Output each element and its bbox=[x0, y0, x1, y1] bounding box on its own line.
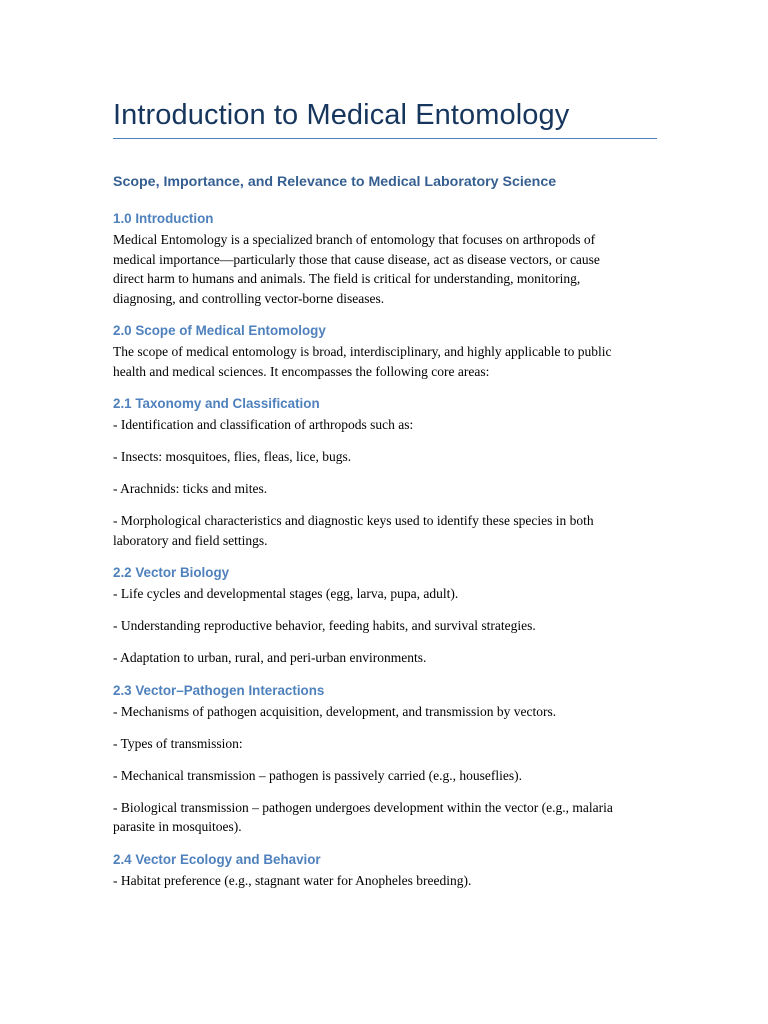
document-title: Introduction to Medical Entomology bbox=[113, 99, 570, 131]
paragraph bbox=[113, 342, 658, 381]
list-item: - Arachnids: ticks and mites. bbox=[113, 481, 268, 496]
paragraph-line: diagnosing, and controlling vector-borne diseases. bbox=[113, 290, 385, 306]
list-item: - Understanding reproductive behavior, feeding habits, and survival strategies. bbox=[113, 618, 536, 633]
paragraph bbox=[113, 230, 658, 308]
section-heading: 2.2 Vector Biology bbox=[113, 565, 230, 580]
document-content bbox=[113, 95, 658, 890]
section-heading: 1.0 Introduction bbox=[113, 211, 214, 226]
list-item: - Insects: mosquitoes, flies, fleas, lice, bugs. bbox=[113, 449, 352, 464]
list-item-line: parasite in mosquitoes). bbox=[113, 819, 242, 834]
section-vector-biology bbox=[113, 563, 658, 668]
document-subtitle: Scope, Importance, and Relevance to Medical Laboratory Science bbox=[113, 174, 557, 190]
section-heading: 2.3 Vector–Pathogen Interactions bbox=[113, 682, 325, 698]
list-item: - Mechanisms of pathogen acquisition, development, and transmission by vectors. bbox=[113, 703, 557, 719]
list-item-line: - Biological transmission – pathogen undergoes development within the vector (e.g., malaria bbox=[113, 799, 613, 815]
list-item: - Life cycles and developmental stages (egg, larva, pupa, adult). bbox=[113, 586, 459, 601]
list-item: - Adaptation to urban, rural, and peri-urban environments. bbox=[113, 650, 427, 665]
list-item: - Habitat preference (e.g., stagnant water for Anopheles breeding). bbox=[113, 872, 472, 888]
section-heading: 2.4 Vector Ecology and Behavior bbox=[113, 851, 321, 867]
paragraph-line: medical importance—particularly those that cause disease, act as disease vectors, or cause bbox=[113, 251, 600, 267]
paragraph-line: The scope of medical entomology is broad, interdisciplinary, and highly applicable to public bbox=[113, 344, 612, 359]
list-item: - Types of transmission: bbox=[113, 735, 243, 751]
list-item-line: - Morphological characteristics and diagnostic keys used to identify these species in both bbox=[113, 513, 594, 528]
title-divider bbox=[113, 138, 657, 139]
paragraph-line: direct harm to humans and animals. The field is critical for understanding, monitoring, bbox=[113, 271, 581, 286]
section-scope bbox=[113, 321, 658, 381]
section-vector-pathogen bbox=[113, 681, 658, 837]
list-item: - Mechanical transmission – pathogen is passively carried (e.g., houseflies). bbox=[113, 767, 523, 783]
paragraph-line: health and medical sciences. It encompasses the following core areas: bbox=[113, 363, 490, 379]
section-taxonomy bbox=[113, 394, 658, 550]
section-introduction bbox=[113, 209, 658, 308]
list-item bbox=[113, 511, 658, 550]
section-vector-ecology bbox=[113, 850, 658, 891]
list-item-line: laboratory and field settings. bbox=[113, 532, 268, 548]
paragraph-line: Medical Entomology is a specialized branch of entomology that focuses on arthropods of bbox=[113, 232, 596, 247]
list-item bbox=[113, 798, 658, 837]
section-heading: 2.0 Scope of Medical Entomology bbox=[113, 323, 326, 338]
section-heading: 2.1 Taxonomy and Classification bbox=[113, 396, 320, 411]
list-item: - Identification and classification of arthropods such as: bbox=[113, 417, 414, 432]
